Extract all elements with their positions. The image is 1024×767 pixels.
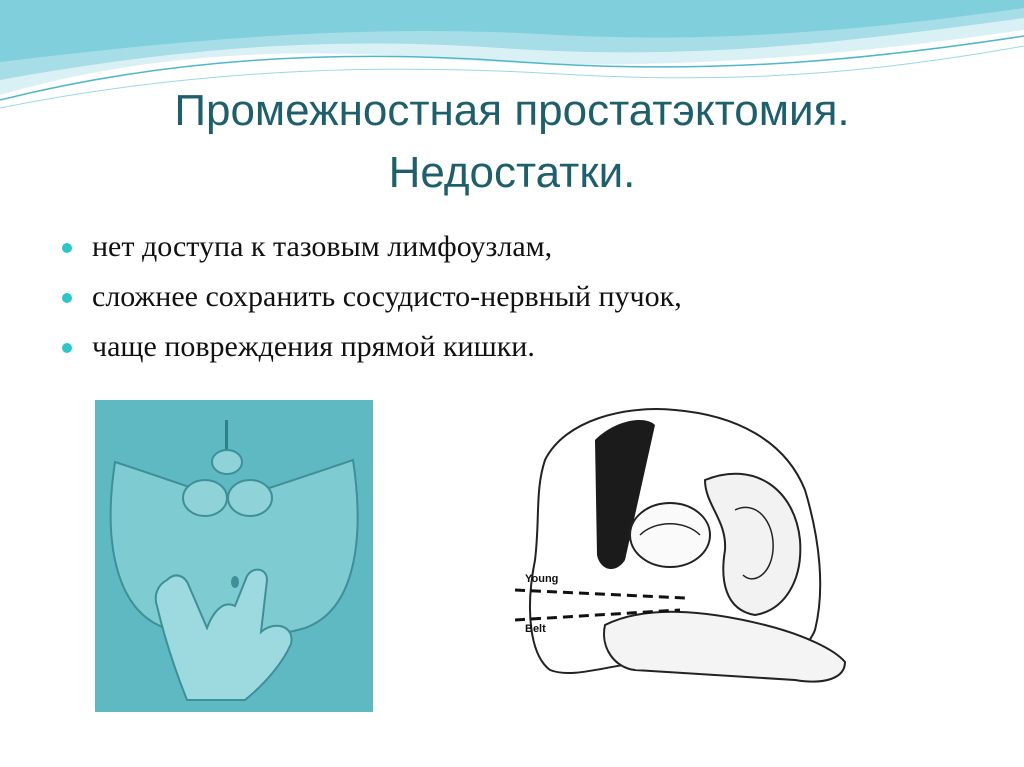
label-belt: Belt <box>525 623 546 635</box>
bullet-text: нет доступа к тазовым лимфоузлам, <box>92 230 553 263</box>
bullet-dot-icon <box>62 243 72 253</box>
label-young: Young <box>525 573 559 585</box>
sagittal-anatomy-diagram <box>505 400 865 715</box>
bullet-dot-icon <box>62 293 72 303</box>
bullet-list <box>62 222 682 372</box>
bullet-text: сложнее сохранить сосудисто-нервный пучок, <box>92 280 682 313</box>
perineal-position-illustration <box>95 400 373 712</box>
bullet-text: чаще повреждения прямой кишки. <box>92 330 535 363</box>
slide-title-line-1: Промежностная простатэктомия. <box>174 86 850 135</box>
slide-title-line-2: Недостатки. <box>388 148 636 197</box>
bullet-item <box>62 322 682 372</box>
slide-title <box>0 80 1024 204</box>
bullet-item <box>62 222 682 272</box>
bullet-dot-icon <box>62 343 72 353</box>
bullet-item <box>62 272 682 322</box>
